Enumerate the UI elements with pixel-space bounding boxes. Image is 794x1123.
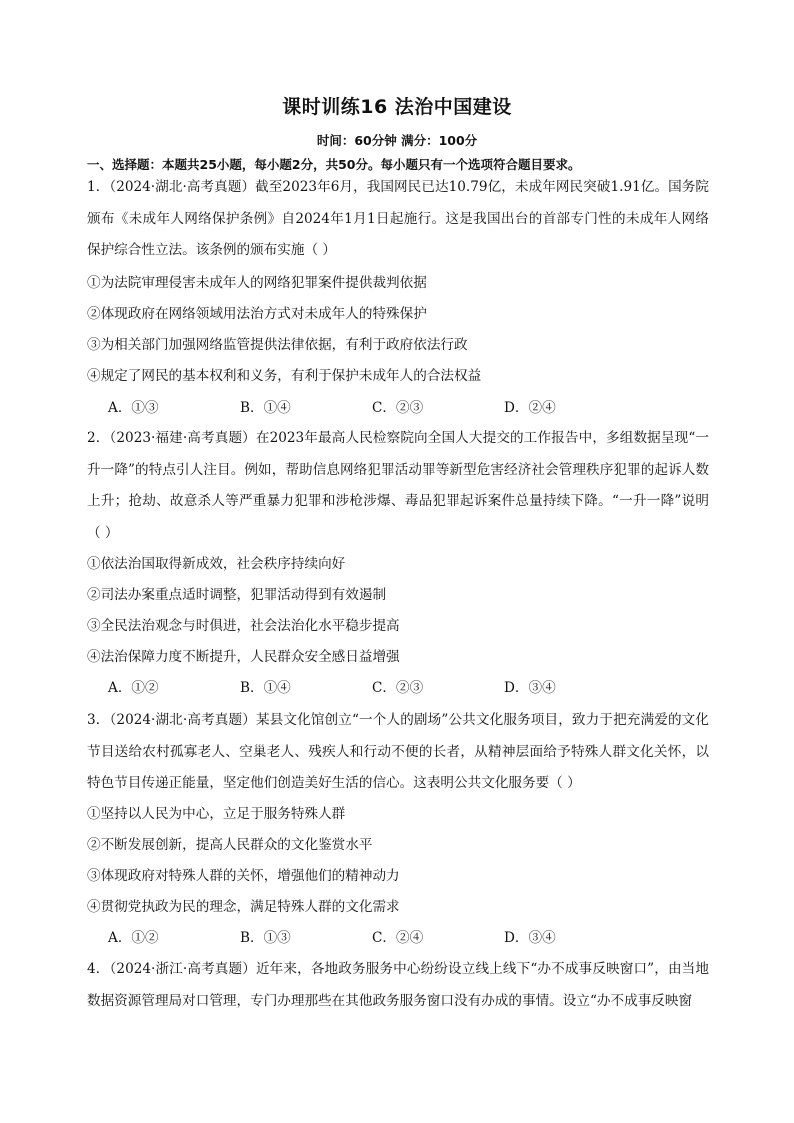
exam-meta: 时间：60分钟 满分：100分 bbox=[316, 133, 478, 148]
question-1-choices bbox=[108, 393, 668, 425]
question-3-option-2: ②不断发展创新，提高人民群众的文化鉴赏水平 bbox=[87, 837, 373, 853]
choice-a: A．①③ bbox=[108, 400, 159, 416]
choice-c: C．②③ bbox=[372, 400, 424, 416]
choice-b: B．①④ bbox=[240, 400, 291, 416]
question-3-option-1: ①坚持以人民为中心，立足于服务特殊人群 bbox=[87, 806, 346, 822]
choice-d: D．②④ bbox=[504, 400, 556, 416]
choice-c: C．②④ bbox=[372, 930, 424, 946]
question-2-choices bbox=[108, 673, 668, 705]
question-1-option-1: ①为法院审理侵害未成年人的网络犯罪案件提供裁判依据 bbox=[87, 275, 427, 291]
page-title: 课时训练16 法治中国建设 bbox=[282, 96, 512, 118]
question-1-option-2: ②体现政府在网络领域用法治方式对未成年人的特殊保护 bbox=[87, 306, 427, 322]
choice-a: A．①② bbox=[108, 930, 159, 946]
question-2-option-3: ③全民法治观念与时俱进，社会法治化水平稳步提高 bbox=[87, 618, 400, 634]
section-heading: 一、选择题：本题共25小题，每小题2分，共50分。每小题只有一个选项符合题目要求。 bbox=[87, 157, 581, 172]
choice-b: B．①③ bbox=[240, 930, 291, 946]
question-1-stem: 1．（2024·湖北·高考真题）截至2023年6月，我国网民已达10.79亿，未成年网民突破1.91亿。国务院颁布《未成年人网络保护条例》自2024年1月1日起施行。这是我国出台的首部专门性的未成年人网络保护综合性立法。该条例的颁布实施（ ） bbox=[87, 179, 709, 258]
question-3-option-3: ③体现政府对特殊人群的关怀，增强他们的精神动力 bbox=[87, 868, 400, 884]
choice-d: D．③④ bbox=[504, 930, 556, 946]
choice-d: D．③④ bbox=[504, 680, 556, 696]
question-3-choices bbox=[108, 923, 668, 955]
question-2-option-4: ④法治保障力度不断提升，人民群众安全感日益增强 bbox=[87, 649, 400, 665]
question-1-option-4: ④规定了网民的基本权利和义务，有利于保护未成年人的合法权益 bbox=[87, 368, 482, 384]
question-2-option-2: ②司法办案重点适时调整，犯罪活动得到有效遏制 bbox=[87, 587, 387, 603]
question-3-option-4: ④贯彻党执政为民的理念，满足特殊人群的文化需求 bbox=[87, 899, 400, 915]
choice-b: B．①④ bbox=[240, 680, 291, 696]
question-2-stem: 2．（2023·福建·高考真题）在2023年最高人民检察院向全国人大提交的工作报告中，多组数据呈现“一升一降”的特点引人注目。例如，帮助信息网络犯罪活动罪等新型危害经济社会管理秩序犯罪的起诉人数上升；抢劫、故意杀人等严重暴力犯罪和涉枪涉爆、毒品犯罪起诉案件总量持续下降。“一升一降”说明（ ） bbox=[87, 430, 709, 541]
choice-a: A．①② bbox=[108, 680, 159, 696]
question-4-stem: 4．（2024·浙江·高考真题）近年来，各地政务服务中心纷纷设立线上线下“办不成事反映窗口”，由当地数据资源管理局对口管理，专门办理那些在其他政务服务窗口没有办成的事情。设立“办不成事反映窗 bbox=[87, 961, 709, 1009]
question-2-option-1: ①依法治国取得新成效，社会秩序持续向好 bbox=[87, 556, 346, 572]
choice-c: C．②③ bbox=[372, 680, 424, 696]
question-3-stem: 3．（2024·湖北·高考真题）某县文化馆创立“一个人的剧场”公共文化服务项目，致力于把充满爱的文化节目送给农村孤寡老人、空巢老人、残疾人和行动不便的长者，从精神层面给予特殊人群文化关怀，以特色节目传递正能量，坚定他们创造美好生活的信心。这表明公共文化服务要（ ） bbox=[87, 712, 709, 791]
question-1-option-3: ③为相关部门加强网络监管提供法律依据，有利于政府依法行政 bbox=[87, 337, 468, 353]
